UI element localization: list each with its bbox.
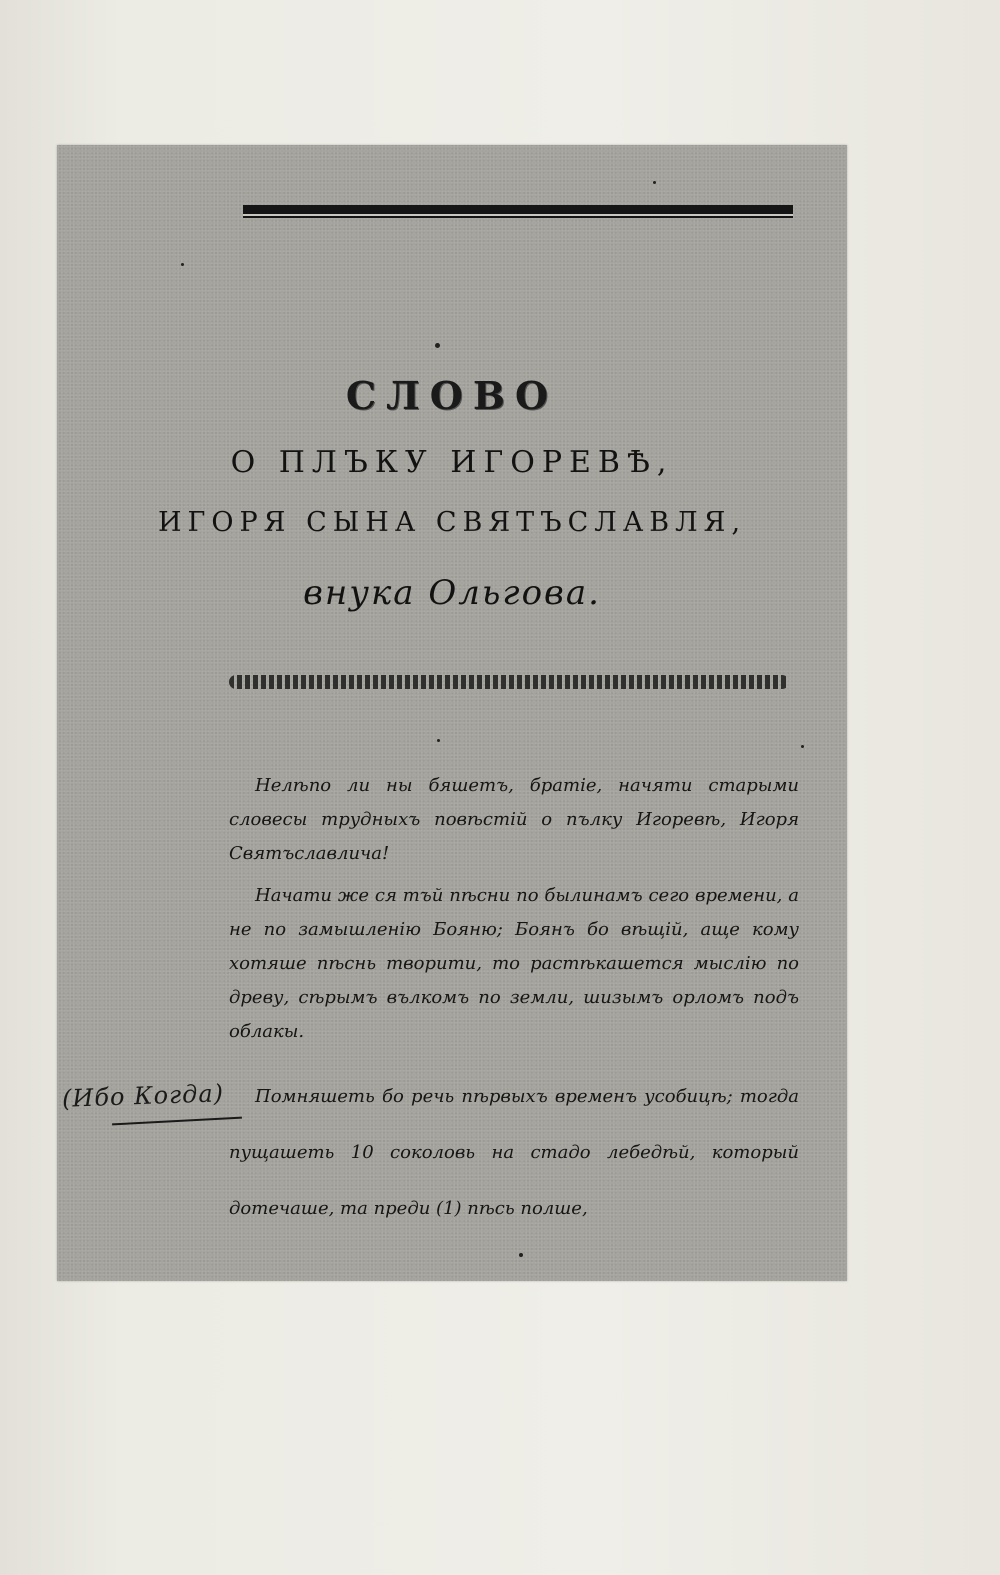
speck bbox=[801, 745, 804, 748]
facsimile-plate bbox=[57, 145, 847, 1281]
paragraph-1: Нелѣпо ли ны бяшетъ, братіе, начяти старыми словесы трудныхъ повѣстій о пълку Игоревѣ, Игоря Святъславлича! bbox=[229, 775, 799, 864]
speck bbox=[519, 1253, 523, 1257]
body-text bbox=[229, 769, 799, 1237]
speck bbox=[435, 343, 440, 348]
speck bbox=[653, 181, 656, 184]
title-line-3: ИГОРЯ СЫНА СВЯТЪСЛАВЛЯ, bbox=[157, 507, 747, 538]
title-line-4: внука Ольгова. bbox=[303, 573, 601, 613]
ornament-divider bbox=[229, 675, 789, 689]
title-line-2: О ПЛЪКУ ИГОРЕВѢ, bbox=[230, 445, 674, 480]
title-slovo: СЛОВО bbox=[345, 373, 559, 418]
top-rule bbox=[243, 205, 793, 214]
paragraph-2: Начати же ся тъй пѣсни по былинамъ сего времени, а не по замышленію Бояню; Боянъ бо вѣщій, аще кому хотяше пѣснь творити, то растѣкашется мыслію по древу, сѣрымъ вълкомъ по земли, шизымъ орломъ подъ облакы. bbox=[229, 885, 799, 1042]
speck bbox=[437, 739, 440, 742]
paragraph-3: Помняшеть бо речь пѣрвыхъ временъ усобицѣ; тогда пущашеть 10 соколовь на стадо лебедѣй, который дотечаше, та преди (1) пѣсь полше, bbox=[229, 1086, 799, 1219]
handwritten-note: (Ибо Когда) bbox=[61, 1079, 225, 1113]
speck bbox=[181, 263, 184, 266]
